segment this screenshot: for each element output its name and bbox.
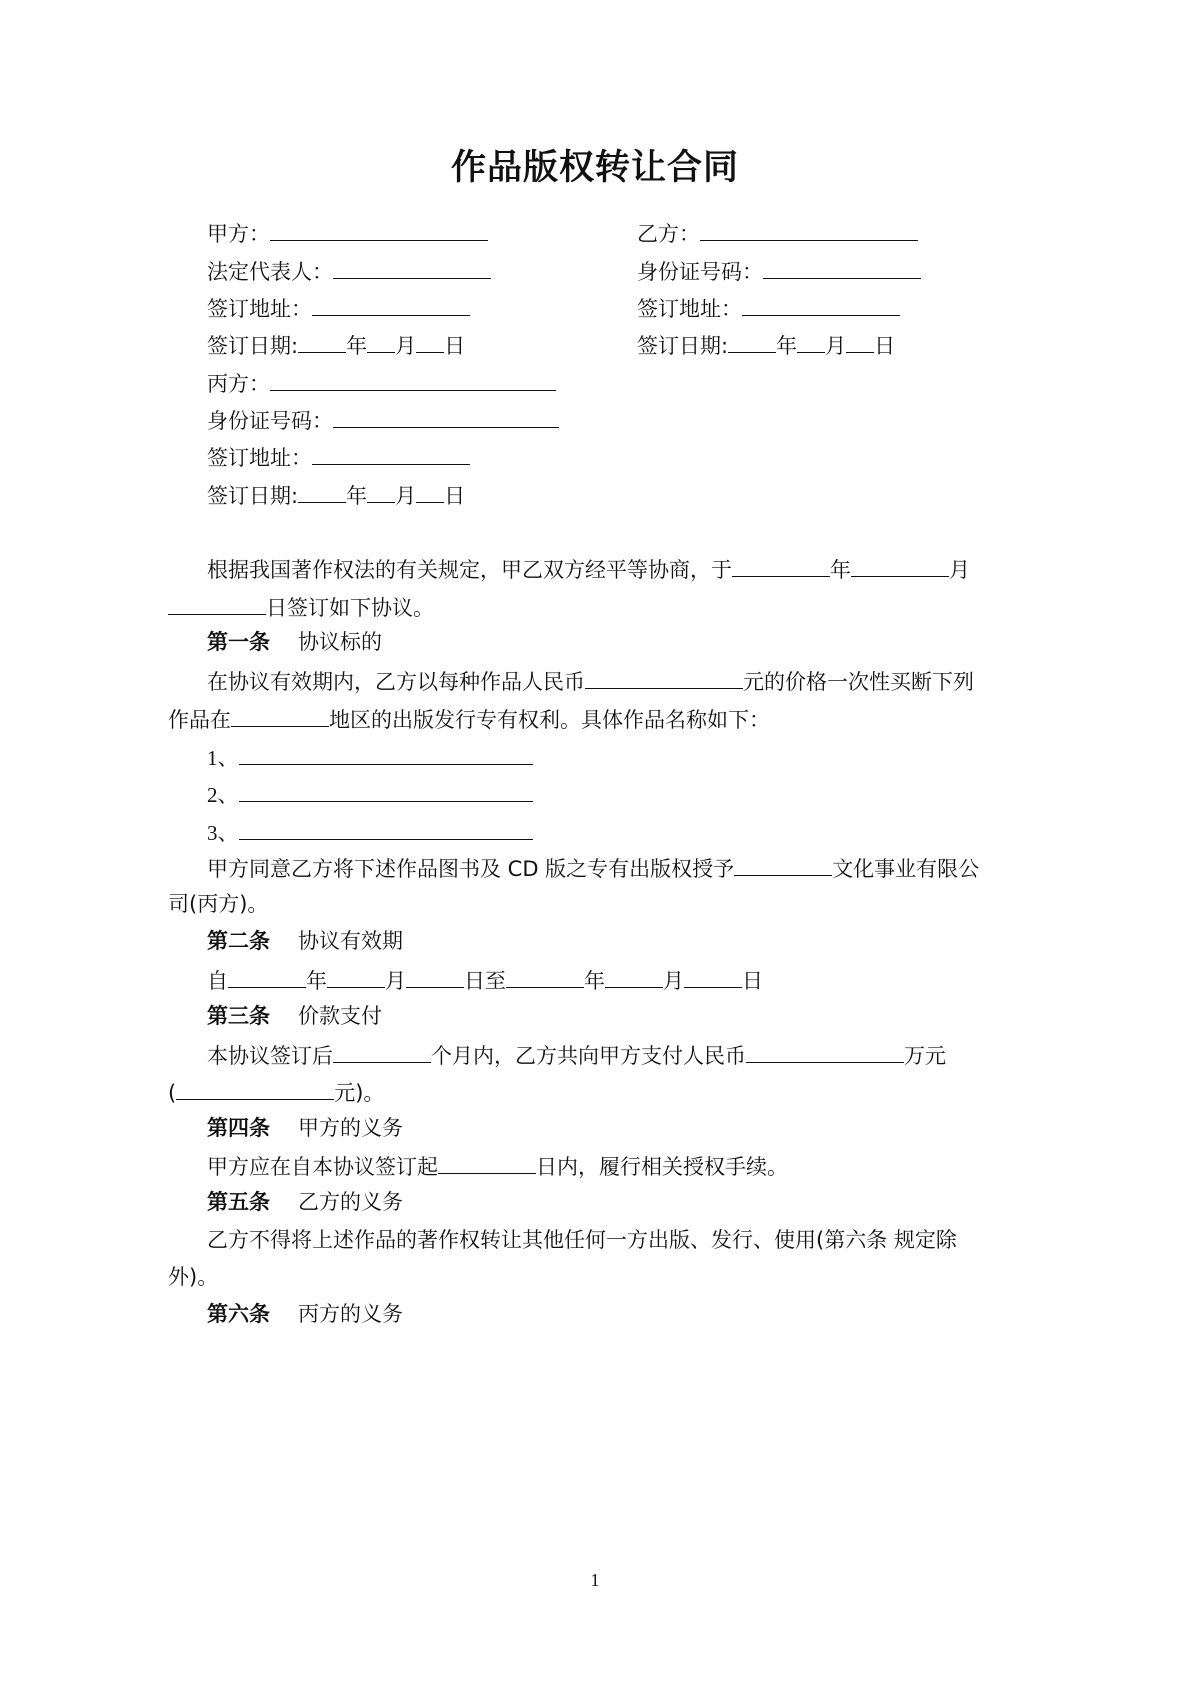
article-number: 第五条 (207, 1190, 270, 1214)
page-number: 1 (590, 1570, 600, 1590)
article-4-heading (207, 1114, 403, 1142)
party-b-date-label: 签订日期: (637, 334, 729, 358)
company-blank[interactable] (734, 853, 832, 876)
article-5-line-1: 乙方不得将上述作品的著作权转让其他任何一方出版、发行、使用(第六条 规定除 (207, 1228, 957, 1252)
article-3-heading (207, 1002, 382, 1030)
amount-yuan-blank[interactable] (176, 1077, 334, 1100)
party-a-month-blank[interactable] (367, 330, 395, 353)
party-c-id-label: 身份证号码： (207, 409, 333, 433)
end-day-blank[interactable] (684, 965, 742, 988)
party-c-id-blank[interactable] (333, 405, 559, 428)
article-1-line-3 (207, 853, 979, 883)
start-year-blank[interactable] (228, 965, 306, 988)
party-c-blank[interactable] (270, 368, 556, 391)
page-title: 作品版权转让合同 (450, 148, 739, 188)
year-label: 年 (346, 334, 368, 358)
party-c-month-blank[interactable] (367, 480, 395, 503)
article-5-line-2: 外)。 (168, 1265, 219, 1289)
party-a-place-blank[interactable] (312, 293, 470, 316)
article-text: 元的价格一次性买断下列 (743, 670, 974, 694)
article-number: 第一条 (207, 630, 270, 654)
party-b-label: 乙方： (637, 222, 700, 246)
region-blank[interactable] (231, 704, 329, 727)
days-blank[interactable] (438, 1151, 536, 1174)
article-text: 在协议有效期内，乙方以每种作品人民币 (207, 670, 585, 694)
day-to-label: 日至 (464, 969, 506, 993)
month-label: 月 (663, 969, 684, 993)
party-b-blank[interactable] (700, 218, 918, 241)
day-label: 日 (742, 969, 763, 993)
article-text: 万元 (904, 1044, 946, 1068)
article-title: 协议标的 (298, 630, 382, 654)
article-3-line-1 (207, 1040, 946, 1070)
item-number: 3、 (207, 821, 239, 845)
intro-line-1 (207, 554, 970, 584)
work-item-1 (207, 742, 533, 772)
legal-rep-blank[interactable] (333, 256, 491, 279)
article-title: 甲方的义务 (298, 1116, 403, 1140)
party-b-line (637, 218, 918, 248)
month-label: 月 (385, 969, 406, 993)
party-c-place-label: 签订地址： (207, 446, 312, 470)
article-title: 价款支付 (298, 1004, 382, 1028)
article-1-line-2 (168, 704, 770, 734)
intro-line-2 (168, 592, 434, 622)
party-b-id-blank[interactable] (763, 256, 921, 279)
party-b-date-line (637, 330, 895, 360)
months-blank[interactable] (333, 1040, 431, 1063)
intro-month-blank[interactable] (851, 554, 949, 577)
party-a-date-label: 签订日期: (207, 334, 299, 358)
party-a-blank[interactable] (270, 218, 488, 241)
article-text: 自 (207, 969, 228, 993)
party-a-line (207, 218, 488, 248)
article-text: 个月内，乙方共向甲方支付人民币 (431, 1044, 746, 1068)
intro-text: 根据我国著作权法的有关规定，甲乙双方经平等协商，于 (207, 558, 732, 582)
party-b-place-label: 签订地址： (637, 297, 742, 321)
day-label: 日 (444, 334, 466, 358)
party-a-year-blank[interactable] (298, 330, 346, 353)
article-4-line-1 (207, 1151, 788, 1181)
article-text: 本协议签订后 (207, 1044, 333, 1068)
party-b-id-line (637, 256, 921, 286)
party-b-place-line (637, 293, 900, 323)
end-year-blank[interactable] (506, 965, 584, 988)
start-day-blank[interactable] (406, 965, 464, 988)
intro-year-label: 年 (830, 558, 851, 582)
article-number: 第六条 (207, 1302, 270, 1326)
article-text: 甲方应在自本协议签订起 (207, 1155, 438, 1179)
start-month-blank[interactable] (327, 965, 385, 988)
party-c-day-blank[interactable] (416, 480, 444, 503)
legal-rep-label: 法定代表人： (207, 260, 333, 284)
party-c-id-line (207, 405, 559, 435)
year-label: 年 (306, 969, 327, 993)
party-a-day-blank[interactable] (416, 330, 444, 353)
party-b-year-blank[interactable] (728, 330, 776, 353)
article-6-heading (207, 1300, 403, 1328)
party-c-year-blank[interactable] (298, 480, 346, 503)
party-c-place-blank[interactable] (312, 442, 470, 465)
article-text: 作品在 (168, 708, 231, 732)
party-a-place-label: 签订地址： (207, 297, 312, 321)
article-3-line-2 (168, 1077, 384, 1107)
party-b-id-label: 身份证号码： (637, 260, 763, 284)
article-1-line-1 (207, 666, 974, 696)
article-5-heading (207, 1188, 403, 1216)
article-number: 第四条 (207, 1116, 270, 1140)
year-label: 年 (776, 334, 798, 358)
article-1-line-4: 司(丙方)。 (168, 892, 269, 916)
work-item-1-blank[interactable] (239, 742, 533, 765)
month-label: 月 (395, 334, 417, 358)
party-c-place-line (207, 442, 470, 472)
article-text: 日内，履行相关授权手续。 (536, 1155, 788, 1179)
paren-open: ( (168, 1081, 177, 1105)
party-b-month-blank[interactable] (797, 330, 825, 353)
legal-rep-line (207, 256, 491, 286)
year-label: 年 (346, 484, 368, 508)
party-c-line (207, 368, 556, 398)
end-month-blank[interactable] (605, 965, 663, 988)
year-label: 年 (584, 969, 605, 993)
party-c-date-label: 签订日期: (207, 484, 299, 508)
work-item-2 (207, 779, 533, 809)
price-blank[interactable] (585, 666, 743, 689)
article-number: 第二条 (207, 929, 270, 953)
article-1-heading (207, 628, 382, 656)
day-label: 日 (444, 484, 466, 508)
work-item-3-blank[interactable] (239, 817, 533, 840)
item-number: 2、 (207, 783, 239, 807)
article-2-period (207, 965, 763, 995)
intro-month-label: 月 (949, 558, 970, 582)
article-text: 甲方同意乙方将下述作品图书及 CD 版之专有出版权授予 (207, 857, 735, 881)
article-text: 地区的出版发行专有权利。具体作品名称如下： (329, 708, 770, 732)
day-label: 日 (874, 334, 896, 358)
article-2-heading (207, 927, 403, 955)
article-title: 乙方的义务 (298, 1190, 403, 1214)
intro-day-blank[interactable] (168, 592, 266, 615)
article-title: 丙方的义务 (298, 1302, 403, 1326)
intro-year-blank[interactable] (732, 554, 830, 577)
article-text: 文化事业有限公 (832, 857, 980, 881)
intro-text-2: 日签订如下协议。 (266, 596, 434, 620)
work-item-3 (207, 817, 533, 847)
article-title: 协议有效期 (298, 929, 403, 953)
party-c-date-line (207, 480, 465, 510)
party-b-day-blank[interactable] (846, 330, 874, 353)
party-c-label: 丙方： (207, 372, 270, 396)
item-number: 1、 (207, 746, 239, 770)
article-text: 元)。 (334, 1081, 385, 1105)
amount-wan-blank[interactable] (746, 1040, 904, 1063)
article-number: 第三条 (207, 1004, 270, 1028)
party-a-label: 甲方： (207, 222, 270, 246)
party-a-date-line (207, 330, 465, 360)
party-b-place-blank[interactable] (742, 293, 900, 316)
month-label: 月 (825, 334, 847, 358)
month-label: 月 (395, 484, 417, 508)
party-a-place-line (207, 293, 470, 323)
work-item-2-blank[interactable] (239, 779, 533, 802)
